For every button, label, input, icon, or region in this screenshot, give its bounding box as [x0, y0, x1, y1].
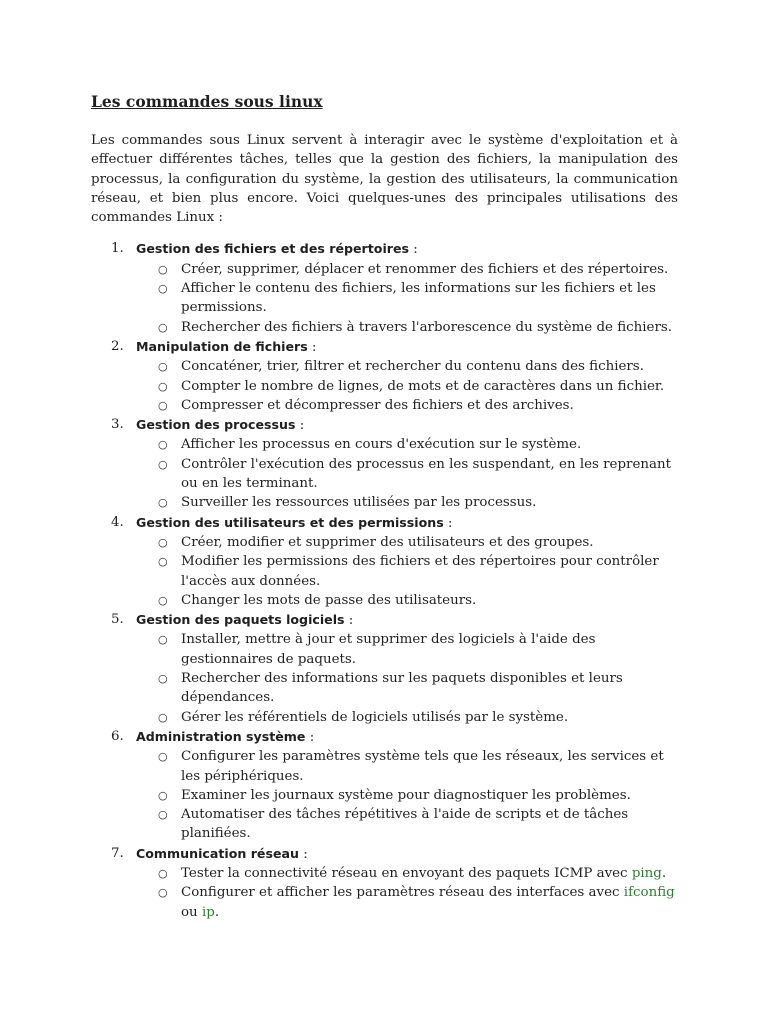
- section-number: 3.: [111, 417, 124, 433]
- section-suffix: :: [443, 515, 453, 531]
- list-item-text: Automatiser des tâches répétitives à l'aide de scripts et de tâches planifiées.: [181, 807, 629, 842]
- list-item: [136, 318, 678, 337]
- list-item: [136, 591, 678, 610]
- list-item: [136, 883, 678, 922]
- command-ip: ip: [201, 904, 215, 920]
- section-suffix: :: [298, 846, 308, 862]
- section-number: 6.: [111, 728, 124, 744]
- bullet-icon: ○: [158, 457, 168, 471]
- section-heading: Gestion des paquets logiciels: [136, 612, 345, 628]
- command-ping: ping: [631, 865, 662, 881]
- list-item-text: Configurer les paramètres système tels que les réseaux, les services et les périphériques.: [181, 749, 664, 784]
- list-item: [136, 377, 678, 396]
- list-item: [136, 260, 678, 279]
- bullet-icon: ○: [158, 360, 168, 374]
- text-run: Tester la connectivité réseau en envoyant des paquets ICMP avec: [181, 865, 632, 881]
- bullet-icon: ○: [158, 886, 168, 900]
- section-suffix: :: [305, 729, 315, 745]
- bullet-icon: ○: [158, 750, 168, 764]
- section-item: [91, 610, 678, 727]
- command-ifconfig: ifconfig: [623, 885, 675, 901]
- list-item-text: Compter le nombre de lignes, de mots et de caractères dans un fichier.: [181, 378, 665, 394]
- list-item-text: Créer, supprimer, déplacer et renommer des fichiers et des répertoires.: [181, 261, 669, 277]
- section-item: [91, 513, 678, 610]
- list-item-text: Rechercher des fichiers à travers l'arborescence du système de fichiers.: [181, 319, 673, 335]
- list-item-text: Gérer les référentiels de logiciels utilisés par le système.: [181, 709, 569, 725]
- section-number: 2.: [111, 338, 124, 354]
- bullet-list: [136, 435, 678, 512]
- bullet-icon: ○: [158, 320, 168, 334]
- sections-list: [91, 239, 678, 921]
- list-item-text: Surveiller les ressources utilisées par les processus.: [181, 495, 537, 511]
- intro-paragraph: Les commandes sous Linux servent à interagir avec le système d'exploitation et à effectuer différentes tâches, telles que la gestion des fichiers, la manipulation des processus, la configuration du système, la gestion des utilisateurs, la communication réseau, et bien plus encore. Voici quelques-unes des principales utilisations des commandes Linux :: [91, 133, 678, 226]
- bullet-icon: ○: [158, 593, 168, 607]
- text-run: .: [661, 865, 667, 881]
- section-item: [91, 239, 678, 336]
- list-item-text: Contrôler l'exécution des processus en les suspendant, en les reprenant ou en les terminant.: [181, 456, 671, 492]
- document-title: Les commandes sous linux: [91, 92, 323, 111]
- section-number: 1.: [111, 241, 124, 257]
- bullet-list: [136, 630, 678, 726]
- bullet-list: [136, 260, 678, 337]
- bullet-icon: ○: [158, 555, 168, 569]
- section-item: [91, 844, 678, 922]
- list-item: [136, 747, 678, 786]
- list-item-text: Afficher le contenu des fichiers, les informations sur les fichiers et les permissions.: [181, 281, 656, 316]
- bullet-icon: ○: [158, 379, 168, 393]
- list-item: [136, 708, 678, 727]
- list-item-text: Concaténer, trier, filtrer et rechercher du contenu dans des fichiers.: [181, 359, 644, 375]
- bullet-icon: ○: [158, 496, 168, 510]
- list-item-text: Changer les mots de passe des utilisateurs.: [181, 592, 477, 608]
- list-item-text: Modifier les permissions des fichiers et des répertoires pour contrôler l'accès aux données.: [181, 554, 659, 589]
- section-heading: Gestion des fichiers et des répertoires: [136, 241, 410, 257]
- section-suffix: :: [295, 418, 305, 434]
- section-heading: Gestion des utilisateurs et des permissions: [136, 514, 444, 530]
- bullet-icon: ○: [158, 398, 168, 412]
- bullet-icon: ○: [158, 438, 168, 452]
- list-item-text: [181, 866, 666, 881]
- list-item: [136, 786, 678, 805]
- bullet-list: [136, 357, 678, 415]
- list-item: [136, 396, 678, 415]
- list-item: [136, 455, 678, 494]
- list-item: [136, 357, 678, 376]
- bullet-icon: ○: [158, 633, 168, 647]
- list-item: [136, 805, 678, 844]
- section-item: [91, 415, 678, 512]
- section-heading: Communication réseau: [136, 845, 299, 861]
- section-heading: Administration système: [136, 728, 306, 744]
- list-item-text: Créer, modifier et supprimer des utilisateurs et des groupes.: [181, 534, 594, 550]
- bullet-icon: ○: [158, 535, 168, 549]
- list-item-text: Afficher les processus en cours d'exécution sur le système.: [181, 437, 582, 453]
- text-run: ou: [181, 904, 202, 920]
- bullet-icon: ○: [158, 672, 168, 686]
- section-suffix: :: [409, 242, 418, 258]
- bullet-icon: ○: [158, 262, 168, 276]
- list-item-text: Examiner les journaux système pour diagnostiquer les problèmes.: [181, 787, 631, 803]
- section-number: 5.: [111, 612, 124, 628]
- list-item-text: [181, 885, 675, 919]
- section-suffix: :: [344, 613, 354, 629]
- list-item: [136, 533, 678, 552]
- bullet-list: [136, 864, 678, 922]
- section-item: [91, 337, 678, 415]
- bullet-list: [136, 533, 678, 610]
- section-suffix: :: [307, 339, 317, 355]
- list-item-text: Installer, mettre à jour et supprimer des logiciels à l'aide des gestionnaires de paquets.: [181, 632, 596, 667]
- section-number: 4.: [111, 514, 124, 530]
- list-item: [136, 493, 678, 512]
- list-item: [136, 552, 678, 591]
- bullet-icon: ○: [158, 866, 168, 880]
- bullet-icon: ○: [158, 282, 168, 296]
- section-heading: Manipulation de fichiers: [136, 338, 308, 354]
- list-item: [136, 864, 678, 883]
- bullet-icon: ○: [158, 788, 168, 802]
- list-item: [136, 630, 678, 669]
- list-item-text: Rechercher des informations sur les paquets disponibles et leurs dépendances.: [181, 671, 623, 706]
- bullet-list: [136, 747, 678, 843]
- bullet-icon: ○: [158, 710, 168, 724]
- section-number: 7.: [111, 845, 124, 861]
- list-item: [136, 435, 678, 454]
- document-page: [91, 91, 678, 922]
- section-heading: Gestion des processus: [136, 417, 296, 433]
- section-item: [91, 727, 678, 844]
- list-item: [136, 279, 678, 318]
- bullet-icon: ○: [158, 808, 168, 822]
- text-run: .: [214, 904, 220, 920]
- list-item-text: Compresser et décompresser des fichiers et des archives.: [181, 397, 574, 413]
- list-item: [136, 669, 678, 708]
- text-run: Configurer et afficher les paramètres réseau des interfaces avec: [181, 885, 624, 901]
